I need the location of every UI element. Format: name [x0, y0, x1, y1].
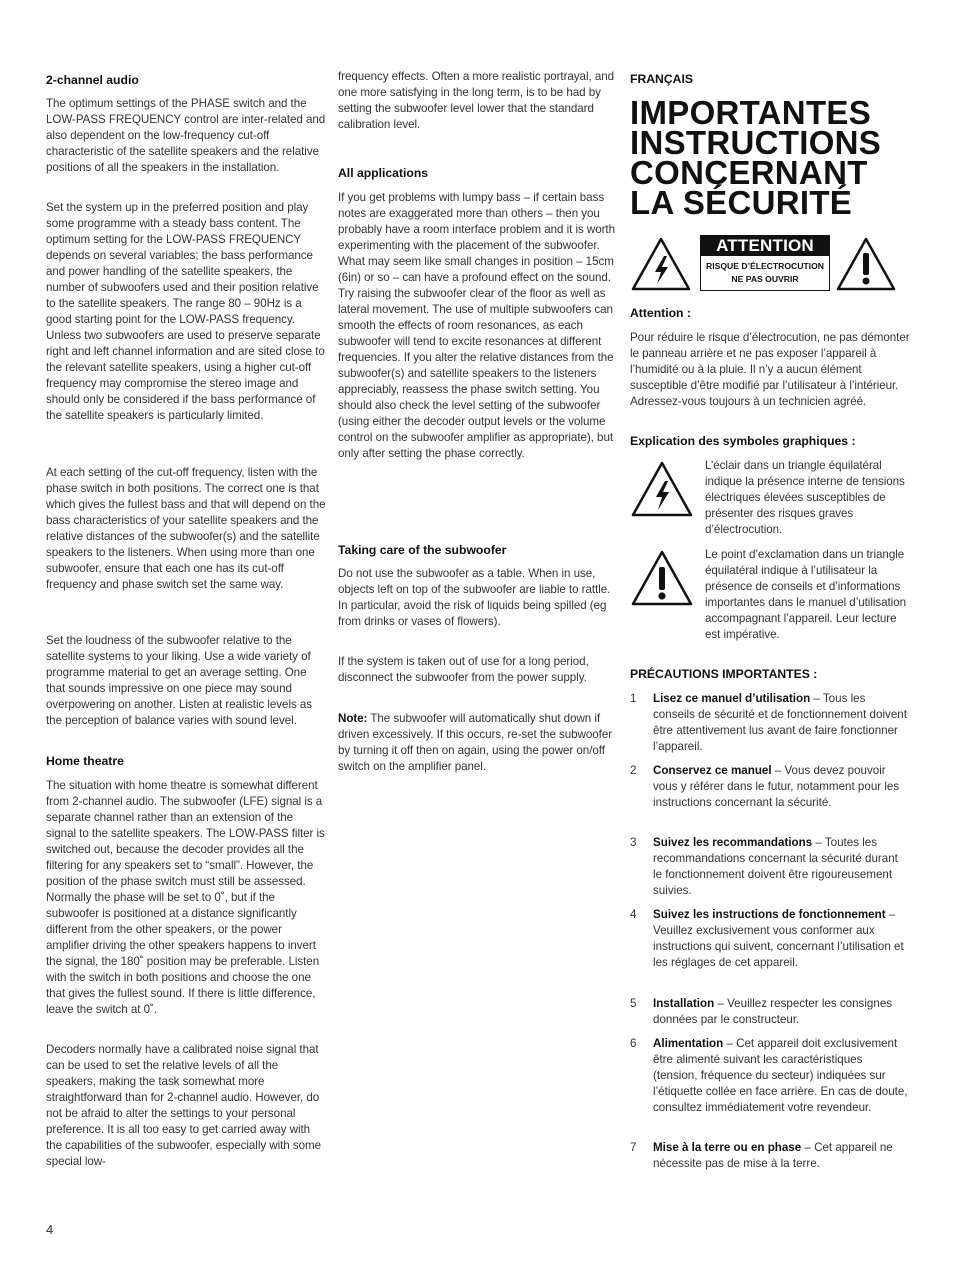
item-title: Suivez les recommandations [653, 836, 813, 849]
item-title: Installation [653, 997, 715, 1010]
item-title: Lisez ce manuel d’utilisation [653, 692, 811, 705]
page-number: 4 [46, 1222, 54, 1237]
lightning-triangle-icon [630, 236, 692, 292]
paragraph: The optimum settings of the PHASE switch and the LOW-PASS FREQUENCY control are inter-related and also dependent on the low-frequency cut-off characteristic of the satellite speakers and the relative positions of all the speakers in the installation. [46, 97, 326, 174]
item-title: Conservez ce manuel [653, 764, 772, 777]
language-label: FRANÇAIS [630, 72, 693, 86]
item-number: 1 [630, 692, 637, 705]
note-text: The subwoofer will automatically shut down if driven excessively. If this occurs, re-set the subwoofer by turning it off then on again, using the power on/off switch on the amplifier panel. [338, 712, 613, 773]
heading-all-applications: All applications [338, 166, 429, 180]
note-paragraph [338, 711, 620, 775]
paragraph: Set the loudness of the subwoofer relative to the satellite systems to your liking. Use a wide variety of programme material to get an average setting. One that sounds impressive on one piece may sound overpowering on another. Listen at realistic levels as the perception of balance varies with sound level. [46, 634, 313, 727]
item-number: 4 [630, 908, 637, 921]
item-text: – Veuillez respecter les consignes données par le constructeur. [653, 997, 893, 1026]
item-text: – Veuillez exclusivement vous conformer aux instructions qui suivent, concernant l’utilisation et les réglages de cet appareil. [653, 908, 904, 969]
exclamation-symbol-icon [630, 549, 694, 607]
item-text: – Cet appareil doit exclusivement être alimenté suivant les caractéristiques (tension, fréquence du secteur) indiquées sur l’étiquette collée en face arrière. En cas de doute, consultez immédiatement votre revendeur. [653, 1037, 908, 1114]
heading-precautions: PRÉCAUTIONS IMPORTANTES : [630, 667, 818, 681]
list-item [630, 691, 910, 755]
exclamation-triangle-icon [835, 236, 897, 292]
item-number: 6 [630, 1037, 637, 1050]
note-label: Note: [338, 712, 368, 725]
paragraph: At each setting of the cut-off frequency, listen with the phase switch in both positions. The correct one is that which gives the fullest bass and that will depend on the bass characteristics of your satellite speakers and the relative distances of the subwoofer(s) and the satellite speakers to the listeners. When using more than one subwoofer, ensure that each one has its cut-off frequency and phase switch set the same way. [46, 466, 326, 591]
attention-heading: ATTENTION [701, 236, 829, 256]
item-title: Mise à la terre ou en phase [653, 1141, 802, 1154]
paragraph: frequency effects. Often a more realistic portrayal, and one more satisfying in the long term, is to be had by setting the subwoofer level lower that the standard calibration level. [338, 70, 615, 131]
list-item [630, 996, 910, 1028]
item-text: – Vous devez pouvoir vous y référer dans le futur, notamment pour les instructions concernant la sécurité. [653, 764, 900, 809]
attention-subtext [701, 260, 829, 286]
heading-2-channel-audio: 2-channel audio [46, 73, 139, 87]
item-text: – Cet appareil ne nécessite pas de mise à la terre. [653, 1141, 893, 1170]
paragraph: Set the system up in the preferred position and play some programme with a steady bass content. The optimum setting for the LOW-PASS FREQUENCY depends on several variables; the bass performance and power handling of the satellite speakers, the number of subwoofers used and their position relative to the satellite speakers. The range 80 – 90Hz is a good starting point for the LOW-PASS frequency. Unless two subwoofers are used to preserve separate right and left channel information and are sited close to the relevant satellite speakers, using a higher cut-off frequency may compromise the stereo image and should only be considered if the bass performance of the satellite speakers is particularly limited. [46, 201, 325, 422]
item-number: 3 [630, 836, 637, 849]
item-text: – Toutes les recommandations concernant la sécurité durant le fonctionnement doivent être rigoureusement suivies. [653, 836, 898, 897]
paragraph: If you get problems with lumpy bass – if certain bass notes are exaggerated more than others – then you probably have a room interface problem and it is worth experimenting with the placement of the subwoofer. What may seem like small changes in position – 15cm (6in) or so – can have a profound effect on the sound. Try raising the subwoofer clear of the floor as well as lateral movement. The use of multiple subwoofers can smooth the effects of room resonances, as each subwoofer will tend to excite resonances at different frequencies. If you alter the relative distances from the subwoofer(s) and satellite speakers to the listeners appreciably, reassess the phase switch setting. You should also check the level setting of the subwoofer (using either the decoder output levels or the volume control on the subwoofer amplifier as appropriate), but only after setting the phase correctly. [338, 191, 615, 460]
list-item [630, 835, 910, 899]
item-title: Alimentation [653, 1037, 724, 1050]
heading-taking-care: Taking care of the subwoofer [338, 543, 507, 557]
attention-label [700, 235, 830, 291]
heading-symbols: Explication des symboles graphiques : [630, 434, 856, 448]
item-number: 7 [630, 1141, 637, 1154]
exclamation-explanation: Le point d’exclamation dans un triangle équilatéral indique à l’utilisateur la présence de conseils et d’informations importantes dans le manuel d’utilisation accompagnant l’appareil. Leur lecture est impérative. [705, 548, 907, 641]
paragraph: Pour réduire le risque d’électrocution, ne pas démonter le panneau arrière et ne pas exposer l’appareil à l’humidité ou à la pluie. Il n’y a aucun élément susceptible d’être modifié par l’utilisateur à l’intérieur. Adressez-vous toujours à un technicien agréé. [630, 331, 910, 408]
paragraph: If the system is taken out of use for a long period, disconnect the subwoofer from the power supply. [338, 655, 589, 684]
list-item [630, 907, 910, 971]
list-item [630, 1036, 910, 1116]
paragraph: Decoders normally have a calibrated noise signal that can be used to set the relative levels of all the speakers, making the task somewhat more straightforward than for 2-channel audio. However, do not be afraid to alter the settings to your personal preference. It is all too easy to get carried away with the capabilities of the subwoofer, especially with some special low- [46, 1043, 322, 1168]
attention-line-2: NE PAS OUVRIR [731, 274, 799, 284]
item-title: Suivez les instructions de fonctionnement [653, 908, 886, 921]
item-number: 2 [630, 764, 637, 777]
attention-line-1: RISQUE D’ÉLECTROCUTION [706, 261, 824, 271]
paragraph: The situation with home theatre is somewhat different from 2-channel audio. The subwoofer (LFE) signal is a separate channel rather than an extension of the signal to the satellite speakers. The LOW-PASS filter is switched out, because the decoder provides all the filtering for any speakers set to “small”. However, the position of the phase switch must still be assessed. Normally the phase will be set to 0˚, but if the subwoofer is positioned at a distance significantly different from the other speakers, or the power amplifier driving the other speakers happens to invert the signal, the 180˚ position may be preferable. Listen with the switch in both positions and choose the one that gives the fullest sound. If there is little difference, leave the switch at 0˚. [46, 779, 325, 1016]
lightning-explanation: L’éclair dans un triangle équilatéral indique la présence interne de tensions électriques élevées susceptibles de présenter des risques graves d’électrocution. [705, 459, 905, 536]
page-title: IMPORTANTES INSTRUCTIONS CONCERNANT LA SÉCURITÉ [630, 94, 882, 221]
heading-home-theatre: Home theatre [46, 754, 124, 768]
column-3 [630, 0, 910, 1272]
lightning-symbol-icon [630, 460, 694, 518]
heading-attention: Attention : [630, 306, 691, 320]
list-item [630, 1140, 910, 1172]
list-item [630, 763, 910, 811]
item-text: – Tous les conseils de sécurité et de fonctionnement doivent être attentivement lus avant de faire fonctionner l’appareil. [653, 692, 907, 753]
paragraph: Do not use the subwoofer as a table. When in use, objects left on top of the subwoofer are liable to rattle. In particular, avoid the risk of liquids being spilled (eg from drinks or vases of flowers). [338, 567, 611, 628]
item-number: 5 [630, 997, 637, 1010]
